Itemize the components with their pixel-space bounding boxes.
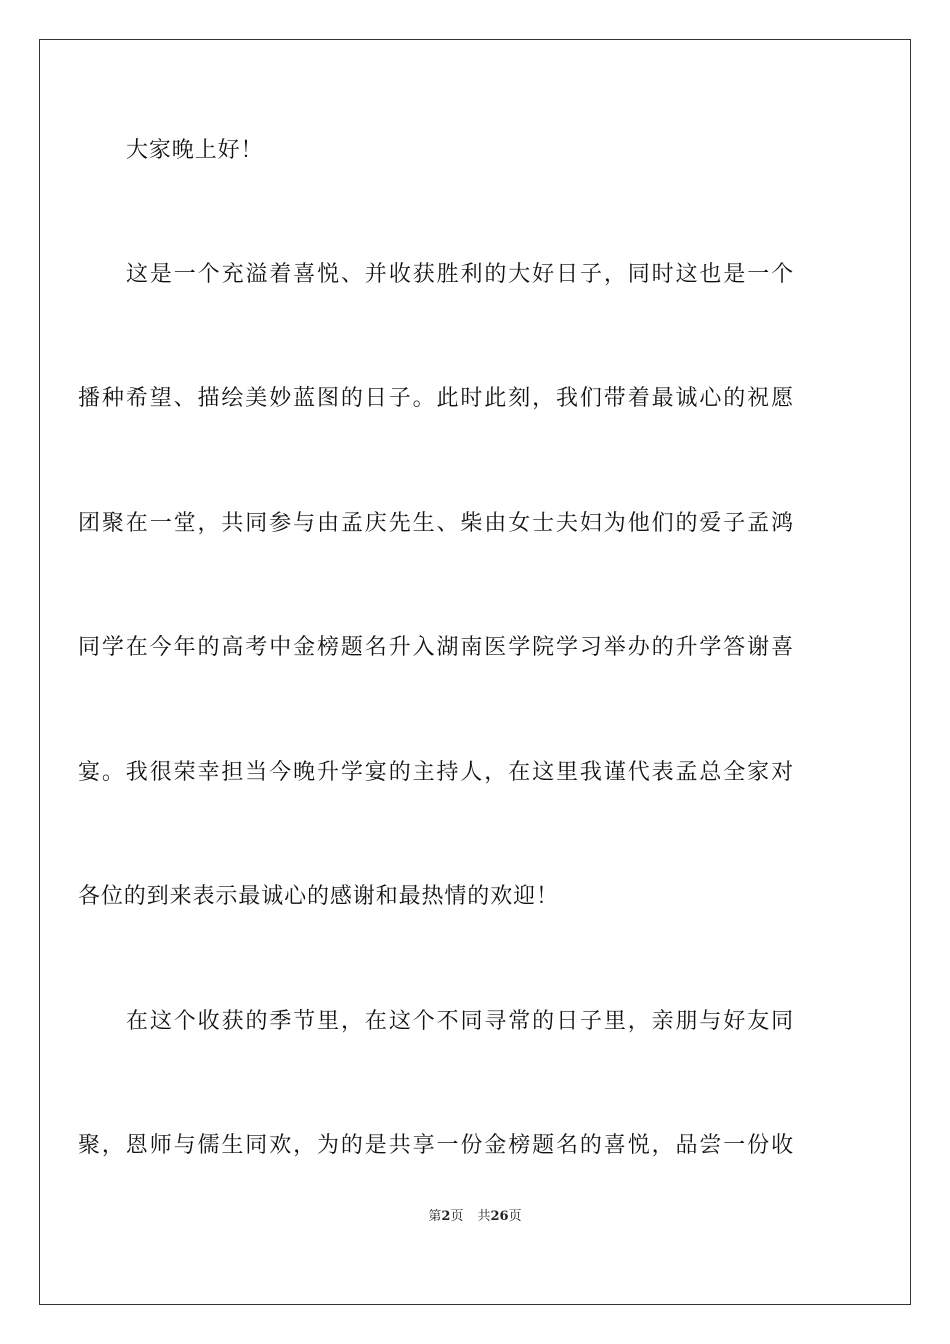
paragraph-2-line-5: 宴。我很荣幸担当今晚升学宴的主持人，在这里我谨代表孟总全家对	[78, 760, 794, 785]
page-prefix: 第	[428, 1209, 442, 1224]
page-suffix: 页	[450, 1209, 464, 1224]
paragraph-2-line-2: 播种希望、描绘美妙蓝图的日子。此时此刻，我们带着最诚心的祝愿	[78, 386, 794, 411]
paragraph-1-line-1: 大家晚上好！	[126, 138, 264, 163]
total-pages: 26	[490, 1209, 509, 1224]
paragraph-3-line-2: 聚，恩师与儒生同欢，为的是共享一份金榜题名的喜悦，品尝一份收	[78, 1133, 794, 1158]
paragraph-3-line-1: 在这个收获的季节里，在这个不同寻常的日子里，亲朋与好友同	[126, 1009, 794, 1034]
paragraph-2-line-6: 各位的到来表示最诚心的感谢和最热情的欢迎！	[78, 884, 559, 909]
paragraph-2-line-3: 团聚在一堂，共同参与由孟庆先生、柴由女士夫妇为他们的爱子孟鸿	[78, 511, 794, 536]
total-suffix: 页	[508, 1209, 522, 1224]
total-prefix: 共	[477, 1209, 491, 1224]
page-number: 2	[441, 1209, 451, 1224]
page-footer	[0, 1208, 950, 1226]
paragraph-2-line-1: 这是一个充溢着喜悦、并收获胜利的大好日子，同时这也是一个	[126, 262, 794, 287]
paragraph-2-line-4: 同学在今年的高考中金榜题名升入湖南医学院学习举办的升学答谢喜	[78, 635, 794, 660]
